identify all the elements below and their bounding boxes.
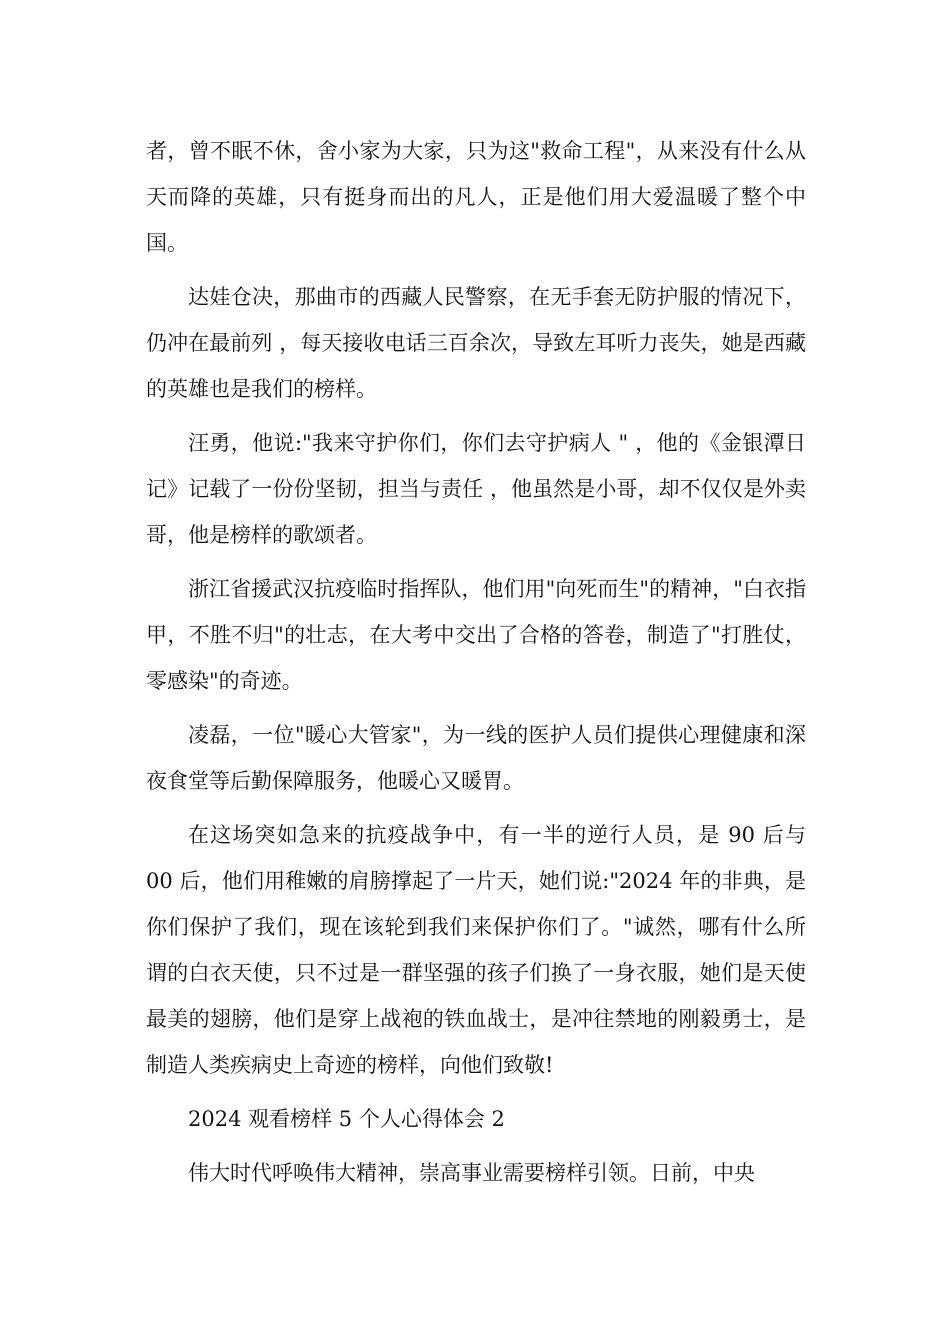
paragraph-young-generation: 在这场突如急来的抗疫战争中，有一半的逆行人员，是 90 后与 00 后，他们用稚嫩的肩膀撑起了一片天，她们说:"2024 年的非典，是你们保护了我们，现在该轮到我们来保护你们了。"诚然，哪有什么所谓的白衣天使，只不过是一群坚强的孩子们换了一身衣服，她们是天使最美的翅膀，他们是穿上战袍的铁血战士，是冲往禁地的刚毅勇士，是制造人类疾病史上奇迹的榜样，向他们致敬! [146, 823, 806, 1077]
section-title: 2024 观看榜样 5 个人心得体会 2 [188, 1107, 505, 1131]
paragraph-dawa-cangjue: 达娃仓决，那曲市的西藏人民警察，在无手套无防护服的情况下，仍冲在最前列 ，每天接收电话三百余次，导致左耳听力丧失，她是西藏的英雄也是我们的榜样。 [146, 285, 806, 401]
paragraph-ling-lei: 凌磊，一位"暖心大管家"，为一线的医护人员们提供心理健康和深夜食堂等后勤保障服务，他暖心又暖胃。 [146, 723, 806, 793]
document-page [146, 128, 806, 1204]
paragraph-closing: 伟大时代呼唤伟大精神，崇高事业需要榜样引领。日前，中央 [188, 1161, 755, 1185]
paragraph-wang-yong: 汪勇，他说:"我来守护你们，你们去守护病人 " ，他的《金银潭日记》记载了一份份坚韧，担当与责任 ，他虽然是小哥，却不仅仅是外卖哥，他是榜样的歌颂者。 [146, 431, 806, 547]
paragraph-continuation: 者，曾不眠不休，舍小家为大家，只为这"救命工程"，从来没有什么从天而降的英雄，只有挺身而出的凡人，正是他们用大爱温暖了整个中国。 [146, 139, 806, 255]
paragraph-zhejiang-team: 浙江省援武汉抗疫临时指挥队，他们用"向死而生"的精神，"白衣指甲，不胜不归"的壮志，在大考中交出了合格的答卷，制造了"打胜仗，零感染"的奇迹。 [146, 577, 806, 693]
